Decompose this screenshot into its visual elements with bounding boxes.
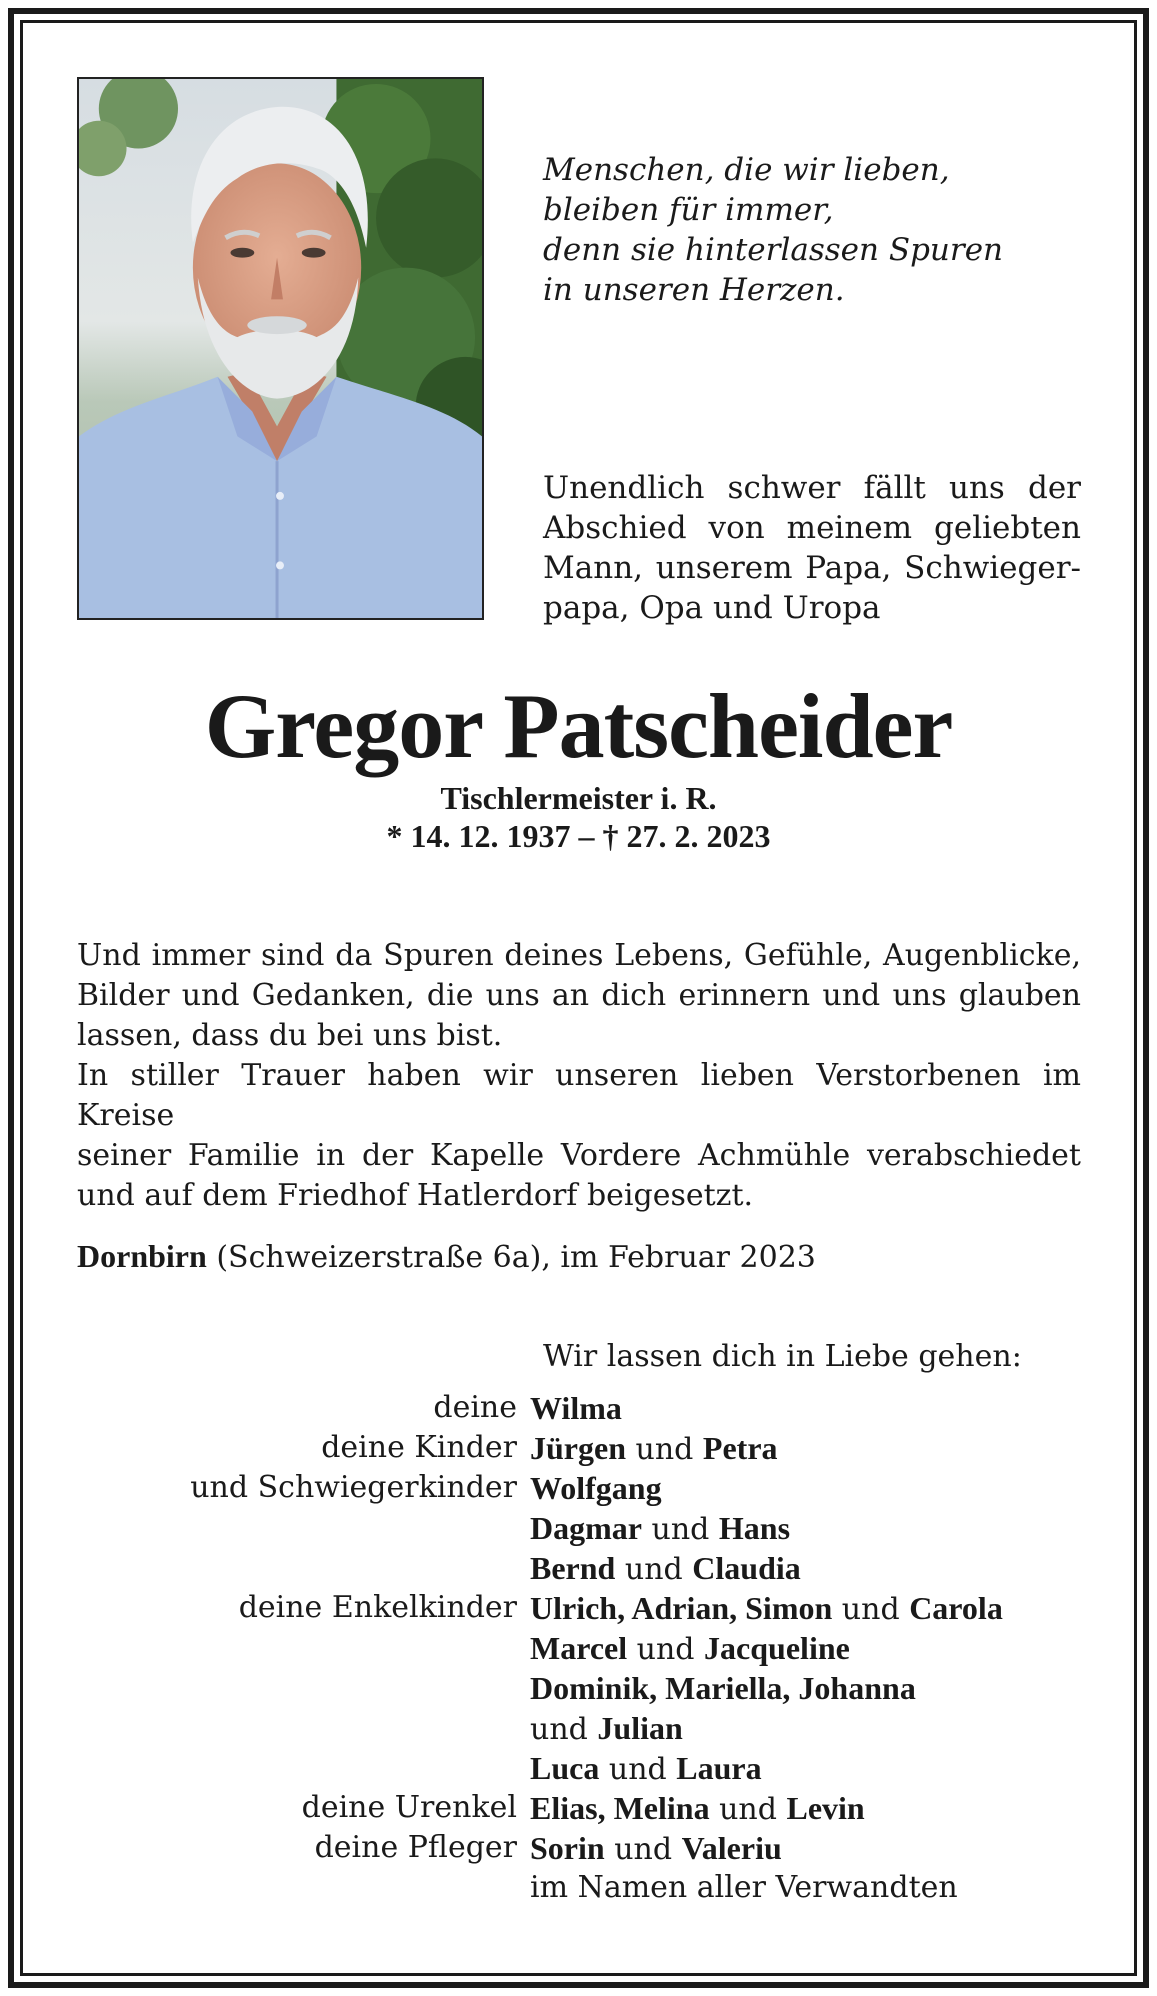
mourner-role: deine Enkelkinder: [238, 1590, 517, 1625]
mourner-name: Bernd: [530, 1550, 616, 1586]
mourner-row: [0, 1788, 1157, 1828]
deceased-name: Gregor Patscheider: [204, 675, 953, 777]
mourner-name: Dagmar: [530, 1510, 642, 1546]
mourner-names: [530, 1748, 1157, 1788]
mourner-names: [530, 1668, 1157, 1708]
mourner-names: [530, 1868, 1157, 1908]
mourner-name: Jürgen: [530, 1430, 626, 1466]
mourner-row: [0, 1388, 1157, 1428]
mourner-role: [0, 1708, 530, 1748]
profession: Tischlermeister i. R.: [440, 780, 717, 816]
mourner-names: [530, 1708, 1157, 1748]
intro-line: papa, Opa und Uropa: [543, 590, 881, 626]
farewell-line: Wir lassen dich in Liebe gehen:: [543, 1339, 1022, 1374]
mourner-name: Ulrich, Adrian, Simon: [530, 1590, 833, 1626]
connector-text: und: [832, 1592, 910, 1627]
place-and-date: [77, 1236, 1081, 1278]
connector-text: und: [615, 1552, 693, 1587]
mourner-row: [0, 1748, 1157, 1788]
mourner-name: Luca: [530, 1750, 600, 1786]
mourner-names: [530, 1628, 1157, 1668]
body-line: lassen, dass du bei uns bist.: [77, 1018, 503, 1053]
mourner-name: Petra: [702, 1430, 778, 1466]
mourner-row: [0, 1468, 1157, 1508]
body-line: Und immer sind da Spuren deines Lebens, Gefühle, Augenblicke,: [77, 938, 1081, 973]
body-line: und auf dem Friedhof Hatlerdorf beigesetzt.: [77, 1178, 754, 1213]
connector-text: im Namen aller Verwandten: [530, 1870, 958, 1905]
mourner-row: [0, 1588, 1157, 1628]
mourner-name: Elias, Melina: [530, 1790, 710, 1826]
mourner-names: [530, 1508, 1157, 1548]
mourner-row: [0, 1668, 1157, 1708]
mourner-role: deine Pfleger: [314, 1830, 517, 1865]
mourner-row: [0, 1868, 1157, 1908]
mourner-names: [530, 1828, 1157, 1868]
mourner-names: [530, 1588, 1157, 1628]
mourner-row: [0, 1828, 1157, 1868]
mourner-name: Julian: [597, 1710, 683, 1746]
mourner-name: Marcel: [530, 1630, 628, 1666]
intro-text: [543, 468, 1081, 628]
connector-text: und: [641, 1512, 719, 1547]
body-line: In stiller Trauer haben wir unseren lieben Verstorbenen im Kreise: [77, 1058, 1081, 1133]
mourner-row: [0, 1708, 1157, 1748]
life-dates: * 14. 12. 1937 – † 27. 2. 2023: [386, 818, 771, 854]
connector-text: und: [709, 1792, 787, 1827]
mourners-list: [0, 1388, 1157, 1908]
intro-line: Unendlich schwer fällt uns der: [543, 470, 1081, 506]
mourner-name: Carola: [909, 1590, 1003, 1626]
mourner-names: [530, 1428, 1157, 1468]
mourner-row: [0, 1628, 1157, 1668]
connector-text: und: [627, 1632, 705, 1667]
mourner-name: Wilma: [530, 1390, 622, 1426]
body-text: [77, 936, 1081, 1216]
mourner-name: Valeriu: [681, 1830, 782, 1866]
mourner-name: Levin: [786, 1790, 865, 1826]
body-line: Bilder und Gedanken, die uns an dich erinnern und uns glauben: [77, 978, 1081, 1013]
mourner-role: [0, 1508, 530, 1548]
place-city: Dornbirn: [77, 1238, 207, 1274]
mourner-role: [0, 1628, 530, 1668]
connector-text: und: [599, 1752, 677, 1787]
mourner-role: deine: [433, 1390, 517, 1425]
connector-text: und: [530, 1712, 598, 1747]
mourner-role: [0, 1668, 530, 1708]
mourner-name: Dominik, Mariella, Johanna: [530, 1670, 916, 1706]
memorial-quote: Menschen, die wir lieben, bleiben für immer, denn sie hinterlassen Spuren in unseren Herzen.: [543, 152, 1004, 308]
place-rest: (Schweizerstraße 6a), im Februar 2023: [206, 1240, 816, 1275]
connector-text: und: [604, 1832, 682, 1867]
mourner-role: [0, 1868, 530, 1908]
mourner-row: [0, 1548, 1157, 1588]
mourner-role: [0, 1748, 530, 1788]
intro-line: Mann, unserem Papa, Schwieger-: [543, 550, 1081, 586]
mourner-name: Laura: [676, 1750, 762, 1786]
mourner-row: [0, 1428, 1157, 1468]
mourner-names: [530, 1468, 1157, 1508]
mourner-names: [530, 1548, 1157, 1588]
portrait-photo: [77, 77, 484, 620]
body-line: seiner Familie in der Kapelle Vordere Achmühle verabschiedet: [77, 1138, 1081, 1173]
mourner-name: Jacqueline: [704, 1630, 850, 1666]
mourner-names: [530, 1388, 1157, 1428]
mourner-name: Sorin: [530, 1830, 605, 1866]
mourner-name: Hans: [718, 1510, 791, 1546]
mourner-row: [0, 1508, 1157, 1548]
mourner-names: [530, 1788, 1157, 1828]
connector-text: und: [626, 1432, 703, 1467]
mourner-name: Wolfgang: [530, 1470, 662, 1506]
mourner-role: deine Urenkel: [301, 1790, 517, 1825]
intro-line: Abschied von meinem geliebten: [543, 510, 1081, 546]
mourner-role: deine Kinder: [321, 1430, 517, 1465]
mourner-role: [0, 1548, 530, 1588]
mourner-role: und Schwiegerkinder: [190, 1470, 517, 1505]
mourner-name: Claudia: [692, 1550, 801, 1586]
